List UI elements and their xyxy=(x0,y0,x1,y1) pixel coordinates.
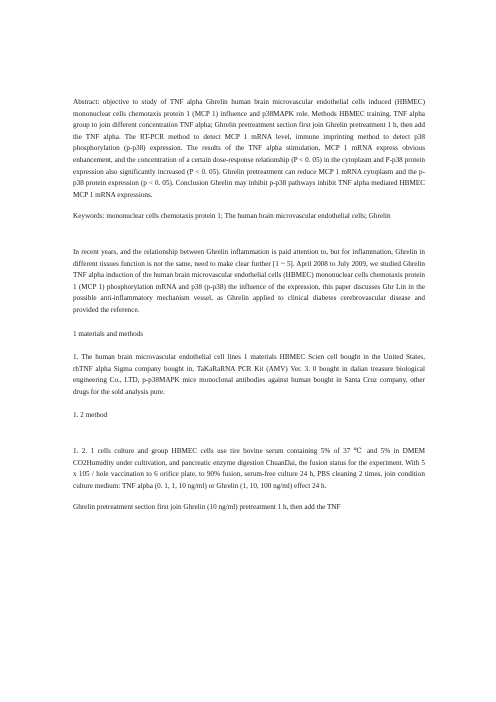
introduction-paragraph: In recent years, and the relationship between Ghrelin inflammation is paid attention to, but for inflammation, Ghrelin in different tissues function is not the same, need to make clear further [1 ~ 5]. April 2008 to July 2009, we studied Ghrelin TNF alpha induction of the human brain microvascular endothelial cells (HBMEC) mononuclear cells chemotaxis protein 1 (MCP 1) phosphorylation mRNA and p38 (p-p38) the influence of the expression, this paper discusses Ghr Lin in the possible anti-inflammatory mechanism vessel, as Ghrelin applied to clinical diabetes cerebrovascular disease and provided the reference. xyxy=(73,247,425,314)
keywords-paragraph: Keywords: mononuclear cells chemotaxis protein 1; The human brain microvascular endothelial cells; Ghrelin xyxy=(73,212,391,221)
materials-paragraph: 1. The human brain microvascular endothelial cell lines 1 materials HBMEC Scien cell bought in the United States, rhTNF alpha Sigma company bought in, TaKaRaRNA PCR Kit (AMV) Ver. 3. 0 bought in dalian treasure biological engineering Co., LTD, p-p38MAPK mice monoclonal antibodies against human bought in Santa Cruz company, other drugs for the sold analysis pure. xyxy=(73,353,425,396)
cell-culture-paragraph: 1. 2. 1 cells culture and group HBMEC cells use tire bovine serum containing 5% of 37 ℃ and 5% in DMEM CO2Humidity under cultivation, and pancreatic enzyme digestion ChuanDai, the fusion status for the experiment. With 5 x 105 / hole vaccination to 6 orifice plate, to 90% fusion, serum-free culture 24 h, PBS cleaning 2 times, join condition culture medium: TNF alpha (0. 1, 1, 10 ng/ml) or Ghrelin (1, 10, 100 ng/ml) effect 24 h. xyxy=(73,447,425,490)
section-heading-materials-methods: 1 materials and methods xyxy=(73,329,144,338)
pretreatment-paragraph: Ghrelin pretreatment section first join Ghrelin (10 ng/ml) pretreatment 1 h, then add the TNF xyxy=(73,503,341,512)
document-page xyxy=(73,97,425,514)
method-heading: 1. 2 method xyxy=(73,411,108,420)
abstract-paragraph: Abstract: objective to study of TNF alpha Ghrelin human brain microvascular endothelial cells induced (HBMEC) mononuclear cells chemotaxis protein 1 (MCP 1) influence and p38MAPK role. Methods HBMEC training, TNF alpha group to join different concentration TNF alpha; Ghrelin pretreatment section first join Ghrelin pretreatment 1 h, then add the TNF alpha. The RT-PCR method to detect MCP 1 mRNA level, immune imprinting method to detect p38 phosphorylation (p-p38) expression. The results of the TNF alpha stimulation, MCP 1 mRNA express obvious enhancement, and the concentration of a certain dose-response relationship (P < 0. 05) in the cytoplasm and P-p38 protein expression also significantly increased (P < 0. 05). Ghrelin pretreatment can reduce MCP 1 mRNA cytoplasm and the p-p38 protein expression (p < 0. 05). Conclusion Ghrelin may inhibit p-p38 pathways inhibit TNF alpha mediated HBMEC MCP 1 mRNA expressions. xyxy=(73,98,425,199)
